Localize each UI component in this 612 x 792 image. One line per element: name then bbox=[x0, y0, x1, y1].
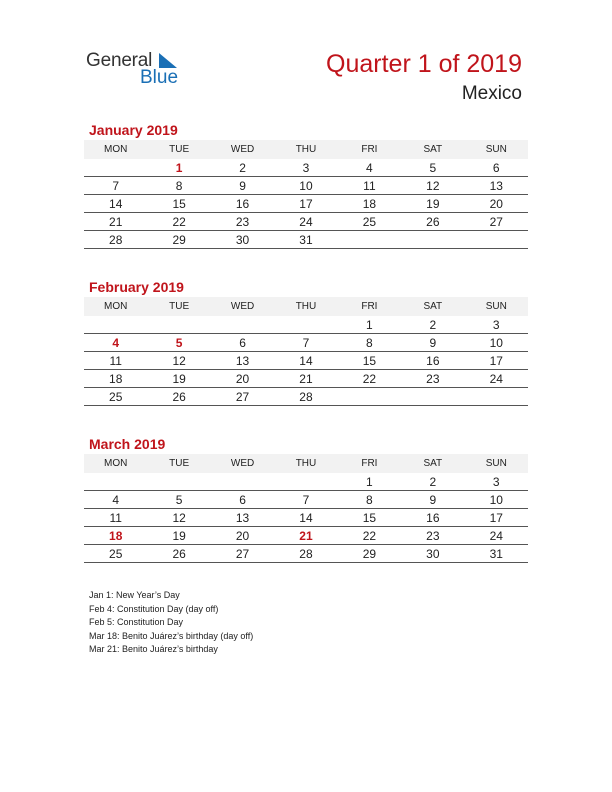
day-cell: 2 bbox=[401, 473, 464, 491]
day-cell bbox=[338, 388, 401, 406]
day-cell bbox=[84, 159, 147, 177]
holiday-notes bbox=[89, 589, 253, 657]
day-cell: 25 bbox=[338, 213, 401, 231]
day-cell: 24 bbox=[465, 370, 528, 388]
day-cell: 11 bbox=[338, 177, 401, 195]
week-row bbox=[84, 388, 528, 406]
logo-word-general: General bbox=[86, 50, 153, 71]
day-cell: 14 bbox=[274, 352, 337, 370]
week-row bbox=[84, 177, 528, 195]
day-cell bbox=[401, 231, 464, 249]
day-cell: 17 bbox=[274, 195, 337, 213]
day-cell: 28 bbox=[274, 545, 337, 563]
month-grid bbox=[84, 454, 528, 563]
month-block bbox=[84, 121, 528, 249]
day-cell: 18 bbox=[84, 370, 147, 388]
day-cell: 30 bbox=[401, 545, 464, 563]
day-cell: 5 bbox=[147, 491, 210, 509]
day-cell: 9 bbox=[401, 334, 464, 352]
weekday-header: SUN bbox=[465, 454, 528, 473]
day-cell: 4 bbox=[338, 159, 401, 177]
week-row bbox=[84, 316, 528, 334]
weekday-header: MON bbox=[84, 297, 147, 316]
month-block bbox=[84, 278, 528, 406]
day-cell: 12 bbox=[147, 352, 210, 370]
day-cell: 24 bbox=[465, 527, 528, 545]
day-cell: 20 bbox=[211, 370, 274, 388]
month-title: February 2019 bbox=[89, 279, 184, 295]
holiday-note: Mar 21: Benito Juárez’s birthday bbox=[89, 644, 218, 654]
day-cell bbox=[147, 473, 210, 491]
day-cell bbox=[211, 316, 274, 334]
day-cell: 14 bbox=[274, 509, 337, 527]
day-cell: 6 bbox=[465, 159, 528, 177]
day-cell bbox=[465, 388, 528, 406]
day-cell: 4 bbox=[84, 334, 147, 352]
day-cell: 8 bbox=[338, 491, 401, 509]
day-cell bbox=[274, 473, 337, 491]
weekday-header: MON bbox=[84, 454, 147, 473]
day-cell: 22 bbox=[147, 213, 210, 231]
day-cell: 17 bbox=[465, 509, 528, 527]
holiday-note: Feb 5: Constitution Day bbox=[89, 617, 184, 627]
day-cell: 26 bbox=[147, 388, 210, 406]
day-cell: 24 bbox=[274, 213, 337, 231]
page-title: Quarter 1 of 2019 bbox=[326, 50, 522, 78]
month-grid bbox=[84, 140, 528, 249]
weekday-header: WED bbox=[211, 454, 274, 473]
day-cell: 13 bbox=[211, 352, 274, 370]
day-cell: 7 bbox=[274, 491, 337, 509]
day-cell: 29 bbox=[338, 545, 401, 563]
day-cell: 2 bbox=[401, 316, 464, 334]
day-cell: 22 bbox=[338, 370, 401, 388]
day-cell: 30 bbox=[211, 231, 274, 249]
day-cell: 4 bbox=[84, 491, 147, 509]
day-cell: 2 bbox=[211, 159, 274, 177]
weekday-header: TUE bbox=[147, 297, 210, 316]
day-cell: 20 bbox=[211, 527, 274, 545]
weekday-header-row bbox=[84, 454, 528, 473]
day-cell: 23 bbox=[401, 370, 464, 388]
day-cell: 22 bbox=[338, 527, 401, 545]
day-cell: 12 bbox=[147, 509, 210, 527]
day-cell: 19 bbox=[401, 195, 464, 213]
day-cell: 13 bbox=[465, 177, 528, 195]
day-cell: 8 bbox=[338, 334, 401, 352]
day-cell: 13 bbox=[211, 509, 274, 527]
week-row bbox=[84, 334, 528, 352]
week-row bbox=[84, 231, 528, 249]
day-cell: 15 bbox=[338, 509, 401, 527]
day-cell bbox=[147, 316, 210, 334]
weekday-header: THU bbox=[274, 297, 337, 316]
weekday-header: FRI bbox=[338, 454, 401, 473]
day-cell: 31 bbox=[274, 231, 337, 249]
day-cell: 27 bbox=[465, 213, 528, 231]
month-title: March 2019 bbox=[89, 436, 166, 452]
day-cell: 28 bbox=[84, 231, 147, 249]
day-cell: 5 bbox=[147, 334, 210, 352]
weekday-header: SAT bbox=[401, 140, 464, 159]
day-cell bbox=[338, 231, 401, 249]
day-cell bbox=[84, 473, 147, 491]
day-cell: 16 bbox=[401, 509, 464, 527]
day-cell: 14 bbox=[84, 195, 147, 213]
day-cell bbox=[211, 473, 274, 491]
week-row bbox=[84, 159, 528, 177]
day-cell: 19 bbox=[147, 370, 210, 388]
day-cell: 16 bbox=[401, 352, 464, 370]
day-cell: 10 bbox=[465, 334, 528, 352]
day-cell: 28 bbox=[274, 388, 337, 406]
day-cell: 16 bbox=[211, 195, 274, 213]
day-cell: 23 bbox=[211, 213, 274, 231]
day-cell: 7 bbox=[274, 334, 337, 352]
day-cell: 17 bbox=[465, 352, 528, 370]
day-cell: 26 bbox=[147, 545, 210, 563]
day-cell: 10 bbox=[274, 177, 337, 195]
day-cell: 1 bbox=[147, 159, 210, 177]
week-row bbox=[84, 545, 528, 563]
day-cell: 29 bbox=[147, 231, 210, 249]
day-cell bbox=[465, 231, 528, 249]
day-cell: 31 bbox=[465, 545, 528, 563]
day-cell: 26 bbox=[401, 213, 464, 231]
day-cell: 19 bbox=[147, 527, 210, 545]
weekday-header: WED bbox=[211, 297, 274, 316]
weekday-header: THU bbox=[274, 454, 337, 473]
week-row bbox=[84, 370, 528, 388]
day-cell bbox=[274, 316, 337, 334]
holiday-note: Mar 18: Benito Juárez’s birthday (day off) bbox=[89, 630, 254, 641]
day-cell bbox=[84, 316, 147, 334]
month-block bbox=[84, 435, 528, 563]
week-row bbox=[84, 213, 528, 231]
day-cell: 18 bbox=[84, 527, 147, 545]
day-cell: 8 bbox=[147, 177, 210, 195]
week-row bbox=[84, 473, 528, 491]
day-cell: 18 bbox=[338, 195, 401, 213]
day-cell: 1 bbox=[338, 316, 401, 334]
weekday-header: SUN bbox=[465, 140, 528, 159]
day-cell: 25 bbox=[84, 388, 147, 406]
weekday-header-row bbox=[84, 140, 528, 159]
week-row bbox=[84, 509, 528, 527]
day-cell: 11 bbox=[84, 509, 147, 527]
day-cell: 21 bbox=[84, 213, 147, 231]
weekday-header: SAT bbox=[401, 454, 464, 473]
weekday-header-row bbox=[84, 297, 528, 316]
weekday-header: TUE bbox=[147, 140, 210, 159]
day-cell: 9 bbox=[401, 491, 464, 509]
day-cell: 5 bbox=[401, 159, 464, 177]
day-cell: 11 bbox=[84, 352, 147, 370]
day-cell: 3 bbox=[465, 316, 528, 334]
day-cell: 15 bbox=[147, 195, 210, 213]
day-cell: 10 bbox=[465, 491, 528, 509]
day-cell: 15 bbox=[338, 352, 401, 370]
weekday-header: THU bbox=[274, 140, 337, 159]
day-cell: 21 bbox=[274, 370, 337, 388]
holiday-note: Jan 1: New Year’s Day bbox=[89, 590, 180, 600]
week-row bbox=[84, 491, 528, 509]
day-cell: 27 bbox=[211, 545, 274, 563]
day-cell: 20 bbox=[465, 195, 528, 213]
day-cell: 12 bbox=[401, 177, 464, 195]
day-cell: 3 bbox=[274, 159, 337, 177]
weekday-header: TUE bbox=[147, 454, 210, 473]
weekday-header: WED bbox=[211, 140, 274, 159]
holiday-note: Feb 4: Constitution Day (day off) bbox=[89, 603, 219, 614]
generalblue-logo bbox=[86, 50, 196, 90]
week-row bbox=[84, 195, 528, 213]
day-cell: 23 bbox=[401, 527, 464, 545]
week-row bbox=[84, 352, 528, 370]
day-cell: 6 bbox=[211, 491, 274, 509]
logo-word-blue: Blue bbox=[140, 67, 179, 88]
weekday-header: SAT bbox=[401, 297, 464, 316]
day-cell: 27 bbox=[211, 388, 274, 406]
day-cell: 3 bbox=[465, 473, 528, 491]
country-name: Mexico bbox=[461, 83, 522, 104]
week-row bbox=[84, 527, 528, 545]
day-cell bbox=[401, 388, 464, 406]
weekday-header: MON bbox=[84, 140, 147, 159]
day-cell: 6 bbox=[211, 334, 274, 352]
month-grid bbox=[84, 297, 528, 406]
weekday-header: FRI bbox=[338, 297, 401, 316]
day-cell: 1 bbox=[338, 473, 401, 491]
day-cell: 21 bbox=[274, 527, 337, 545]
weekday-header: FRI bbox=[338, 140, 401, 159]
logo-flag-icon bbox=[159, 53, 177, 68]
day-cell: 7 bbox=[84, 177, 147, 195]
day-cell: 25 bbox=[84, 545, 147, 563]
month-title: January 2019 bbox=[89, 122, 178, 138]
weekday-header: SUN bbox=[465, 297, 528, 316]
day-cell: 9 bbox=[211, 177, 274, 195]
